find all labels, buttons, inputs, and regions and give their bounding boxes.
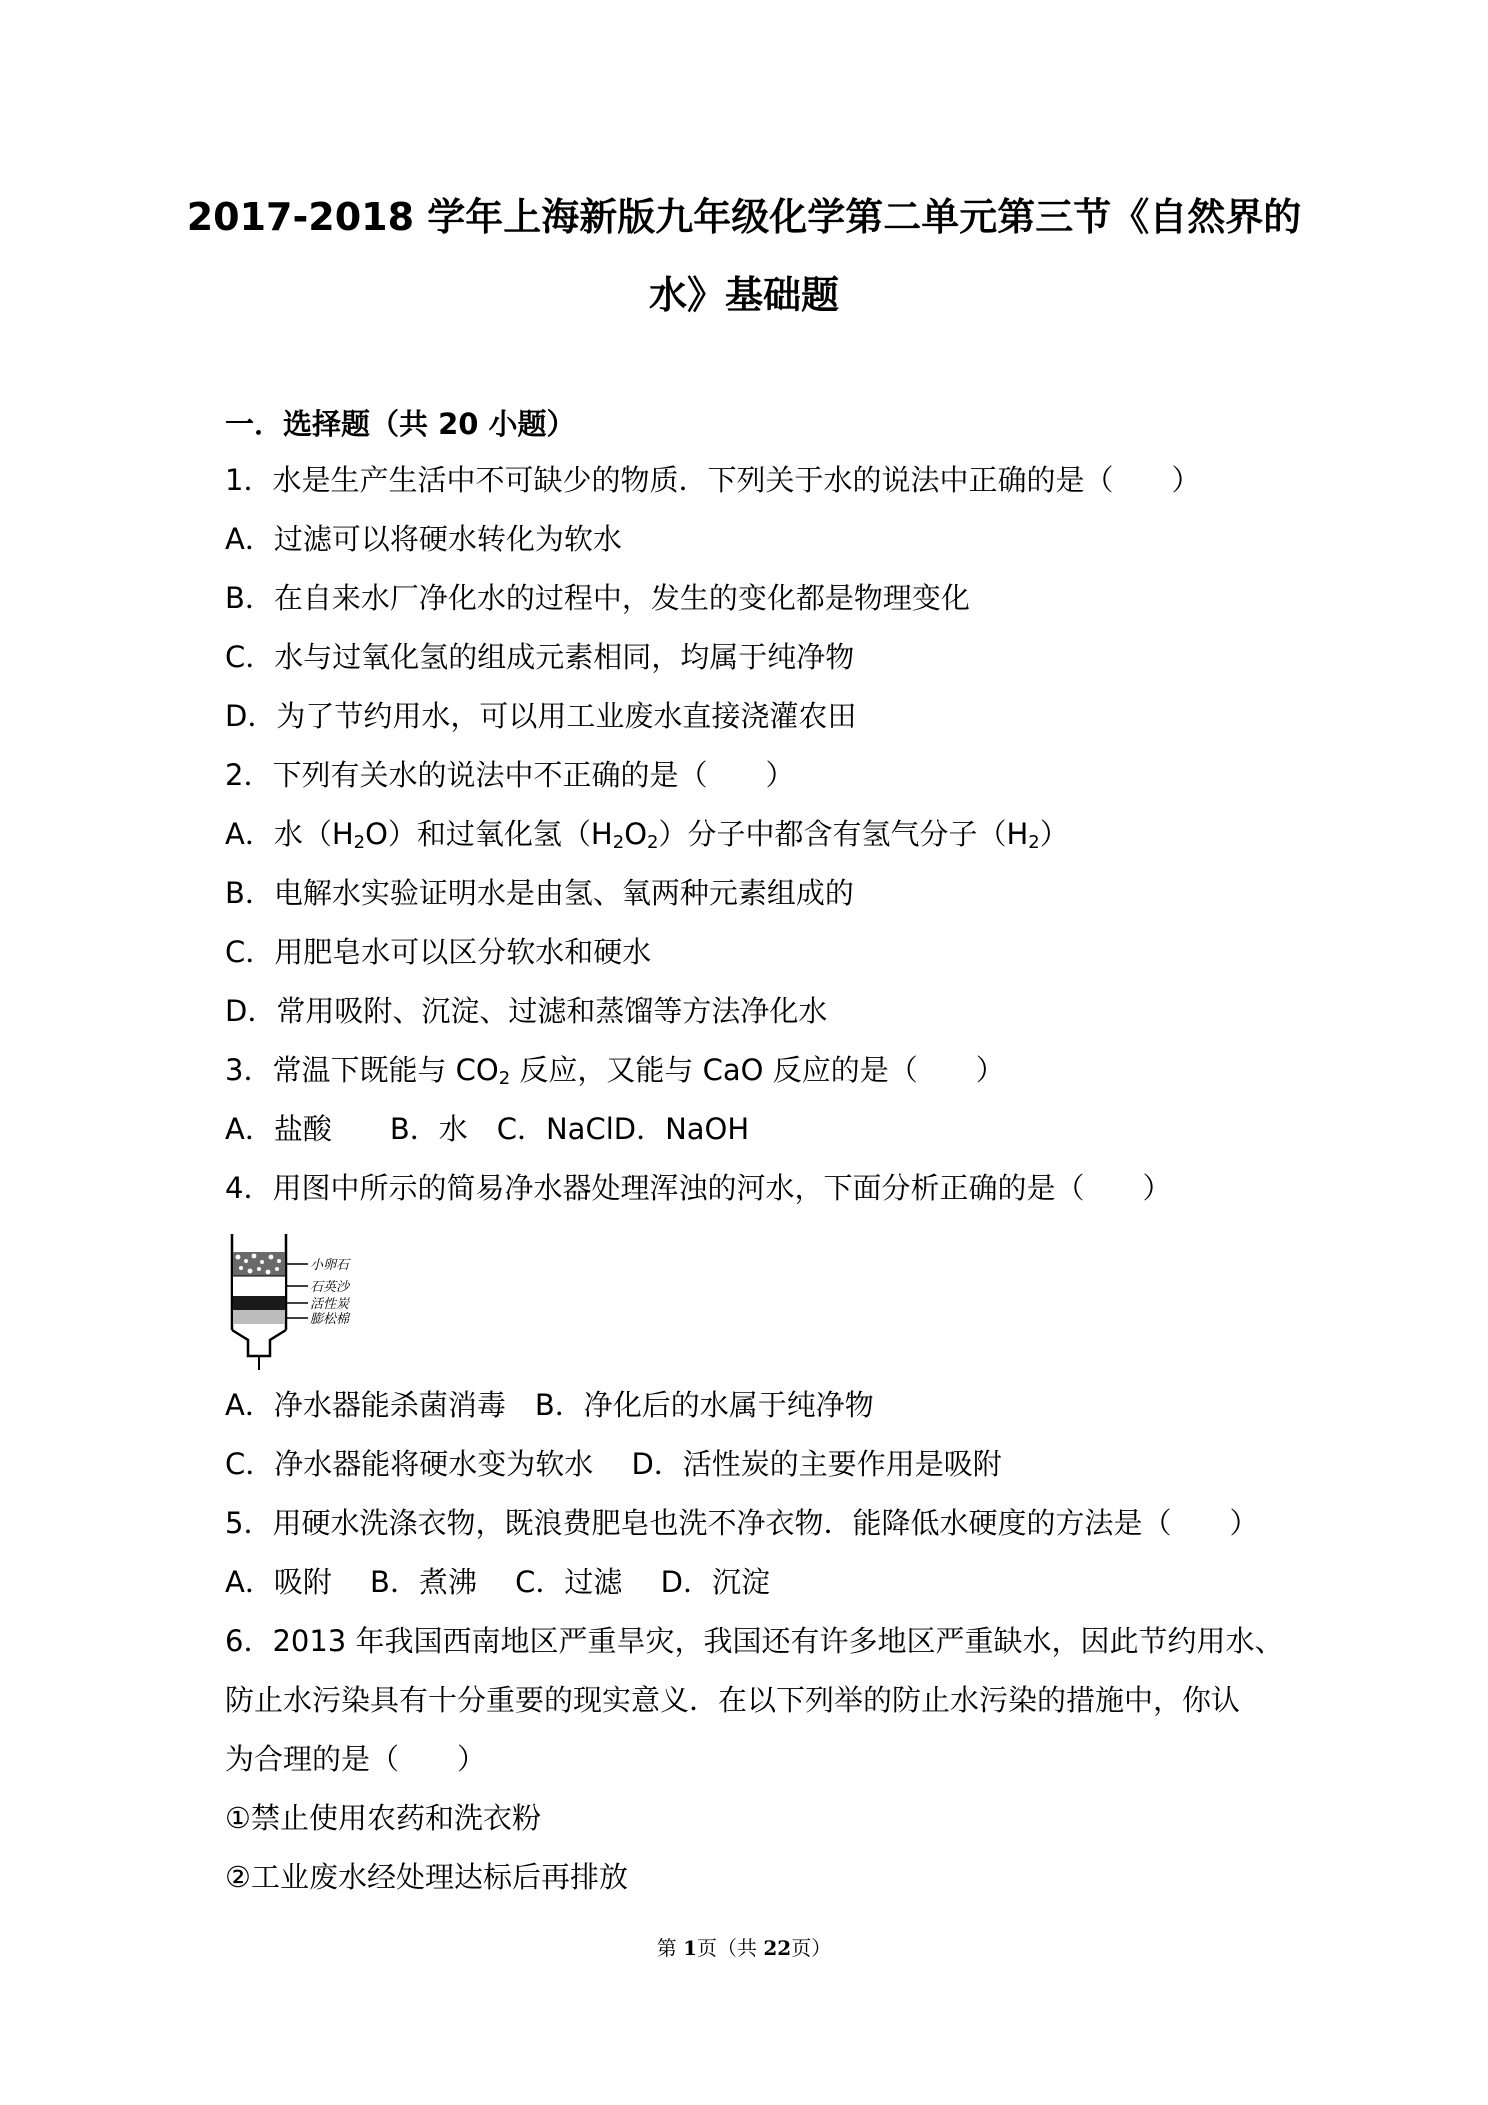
q1-option-c: C．水与过氧化氢的组成元素相同，均属于纯净物 [225,640,855,674]
q3-subscript: 2 [498,1068,511,1089]
section-heading: 一．选择题（共 20 小题） [225,407,576,441]
q4-options-line-1: A．净水器能杀菌消毒 B．净化后的水属于纯净物 [225,1388,874,1422]
q5-stem: 5．用硬水洗涤衣物，既浪费肥皂也洗不净衣物．能降低水硬度的方法是（ ） [225,1506,1259,1540]
page-footer [0,1932,1488,1961]
q4-stem: 4．用图中所示的简易净水器处理浑浊的河水，下面分析正确的是（ ） [225,1171,1172,1205]
q6-item-2: ②工业废水经处理达标后再排放 [225,1860,628,1894]
q6-stem-line-2: 防止水污染具有十分重要的现实意义．在以下列举的防止水污染的措施中，你认 [225,1683,1241,1717]
diagram-label-carbon: 活性炭 [310,1297,350,1312]
q6-item-1: ①禁止使用农药和洗衣粉 [225,1801,541,1835]
q2-option-c: C．用肥皂水可以区分软水和硬水 [225,935,652,969]
q2-a-subscript: 2 [1028,832,1040,853]
footer-suffix: 页） [791,1936,832,1960]
q1-option-d: D．为了节约用水，可以用工业废水直接浇灌农田 [225,699,857,733]
q3-options: A．盐酸 B．水 C．NaClD．NaOH [225,1112,750,1146]
q2-option-a [225,814,1069,854]
diagram-label-cotton: 膨松棉 [310,1312,350,1327]
q2-a-subscript: 2 [612,832,625,853]
q2-stem: 2．下列有关水的说法中不正确的是（ ） [225,758,795,792]
q3-stem [225,1050,1005,1090]
q2-a-text: O [624,817,648,851]
q2-a-text: A．水（H [225,817,354,851]
q2-a-text: ） [1039,817,1069,851]
footer-total-pages: 22 [763,1936,792,1960]
water-purifier-diagram [224,1232,374,1372]
q5-options: A．吸附 B．煮沸 C．过滤 D．沉淀 [225,1565,770,1599]
q6-stem-line-3: 为合理的是（ ） [225,1742,487,1776]
diagram-label-sand: 石英沙 [310,1280,350,1295]
footer-page-number: 1 [683,1936,698,1960]
title-line-1: 2017-2018 学年上海新版九年级化学第二单元第三节《自然界的 [186,195,1302,239]
q1-stem: 1．水是生产生活中不可缺少的物质．下列关于水的说法中正确的是（ ） [225,463,1201,497]
q6-stem-line-1: 6．2013 年我国西南地区严重旱灾，我国还有许多地区严重缺水，因此节约用水、 [225,1624,1284,1658]
q2-option-b: B．电解水实验证明水是由氢、氧两种元素组成的 [225,876,854,910]
q2-a-subscript: 2 [647,832,659,853]
q1-option-b: B．在自来水厂净化水的过程中，发生的变化都是物理变化 [225,581,970,615]
footer-prefix: 第 [656,1936,684,1960]
document-title [150,178,1338,334]
footer-middle: 页（共 [697,1936,764,1960]
q3-stem-text: 反应，又能与 CaO 反应的是（ ） [510,1053,1005,1087]
q1-option-a: A．过滤可以将硬水转化为软水 [225,522,622,556]
diagram-label-pebbles: 小卵石 [310,1258,350,1273]
q3-stem-text: 3．常温下既能与 CO [225,1053,499,1087]
q2-a-subscript: 2 [353,832,366,853]
title-line-2: 水》基础题 [648,273,839,317]
q4-options-line-2: C．净水器能将硬水变为软水 D．活性炭的主要作用是吸附 [225,1447,1002,1481]
q2-option-d: D．常用吸附、沉淀、过滤和蒸馏等方法净化水 [225,994,828,1028]
q2-a-text: ）分子中都含有氢气分子（H [658,817,1029,851]
q2-a-text: O）和过氧化氢（H [365,817,613,851]
